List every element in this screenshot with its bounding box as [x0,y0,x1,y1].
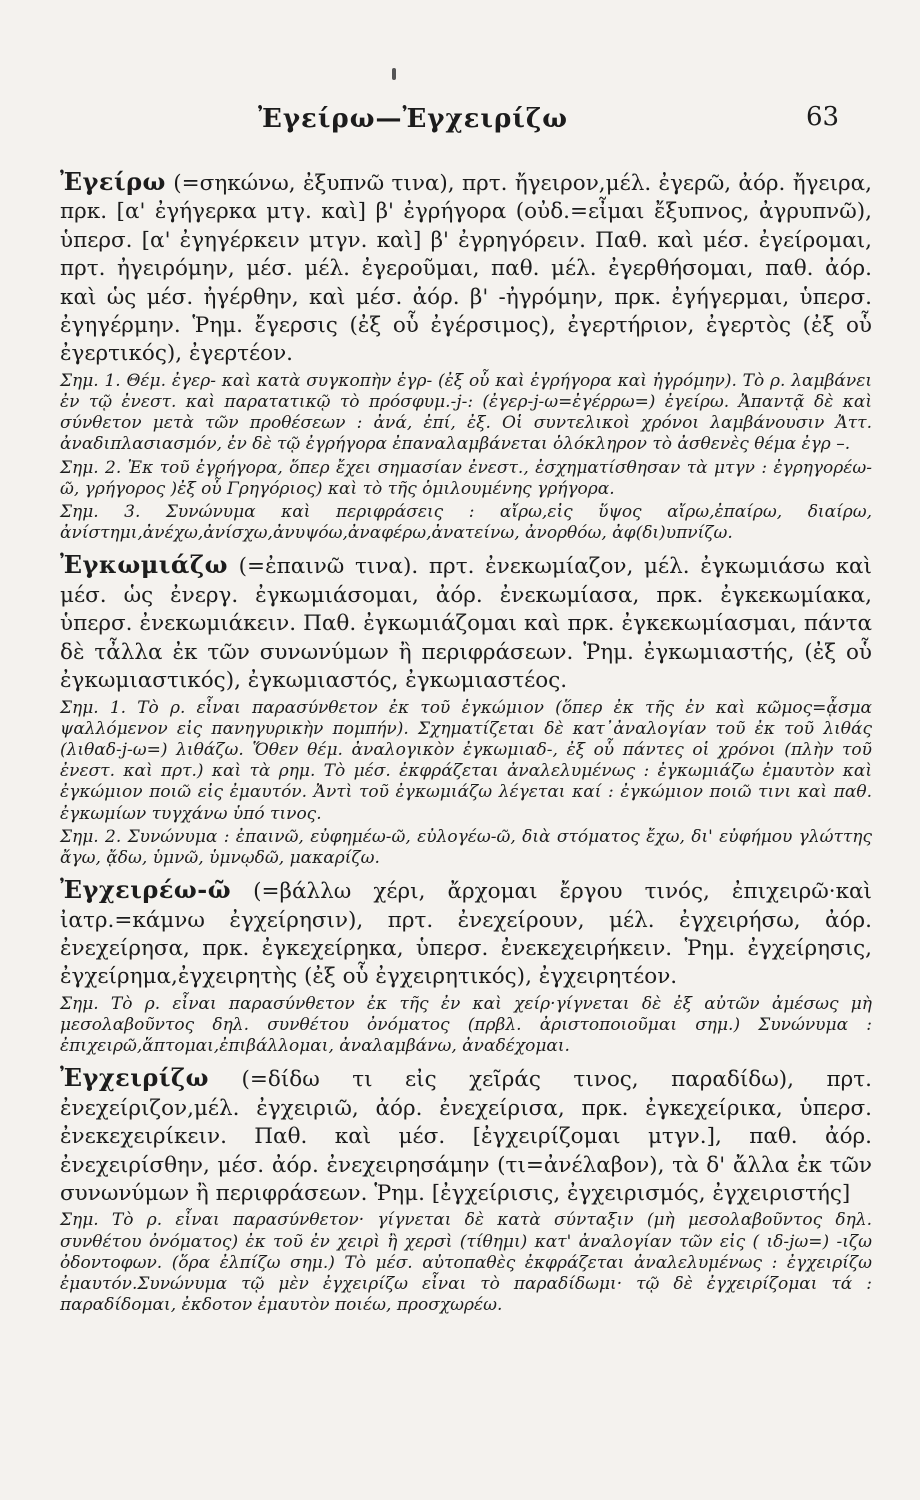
entry-note: Σημ. 2. Συνώνυμα : ἐπαινῶ, εὐφημέω-ῶ, εὐλογέω-ῶ, διὰ στόματος ἔχω, δι' εὐφήμου γλώττης ἄγω, ᾄδω, ὑμνῶ, ὑμνῳδῶ, μακαρίζω. [60,826,872,868]
running-header [0,100,920,140]
ink-speck [392,68,396,80]
entry-definition: (=ἐπαινῶ τινα). πρτ. ἐνεκωμίαζον, μέλ. ἐγκωμιάσω καὶ μέσ. ὡς ἐνεργ. ἐγκωμιάσομαι, ἀόρ. ἐνεκωμίασα, πρκ. ἐγκεκωμίακα, ὑπερσ. ἐνεκωμιάκειν. Παθ. ἐγκωμιάζομαι καὶ πρκ. ἐγκεκωμίασμαι, πάντα δὲ τἆλλα ἐκ τῶν συνωνύμων ἢ περιφράσεων. Ῥημ. ἐγκωμιαστής, (ἐξ οὗ ἐγκωμιαστικός), ἐγκωμιαστός, ἐγκωμιαστέος. [60,554,872,694]
entry-main [60,876,872,992]
entry-note: Σημ. 2. Ἐκ τοῦ ἐγρήγορα, ὅπερ ἔχει σημασίαν ἐνεστ., ἐσχηματίσθησαν τὰ μτγν : ἐγρηγορέω-ῶ, γρήγορος )ἐξ οὗ Γρηγόριος) καὶ τὸ τῆς ὁμιλουμένης γρήγορα. [60,457,872,499]
entry-definition: (=σηκώνω, ἐξυπνῶ τινα), πρτ. ἤγειρον,μέλ. ἐγερῶ, ἀόρ. ἤγειρα, πρκ. [α' ἐγήγερκα μτγ. καὶ] β' ἐγρήγορα (οὐδ.=εἶμαι ἔξυπνος, ἀγρυπνῶ), ὑπερσ. [α' ἐγηγέρκειν μτγν. καὶ] β' ἐγρηγόρειν. Παθ. καὶ μέσ. ἐγείρομαι, πρτ. ἠγειρόμην, μέσ. μέλ. ἐγεροῦμαι, παθ. μέλ. ἐγερθήσομαι, παθ. ἀόρ. καὶ ὡς μέσ. ἠγέρθην, καὶ μέσ. ἀόρ. β' -ἠγρόμην, πρκ. ἐγήγερμαι, ὑπερσ. ἐγηγέρμην. Ῥημ. ἔγερσις (ἐξ οὗ ἐγέρσιμος), ἐγερτήριον, ἐγερτὸς (ἐξ οὗ ἐγερτικός), ἐγερτέον. [60,171,872,367]
page-number: 63 [806,102,840,132]
entry-encheireo [60,876,872,1057]
entry-lemma: Ἐγείρω [60,167,166,196]
entry-main [60,551,872,695]
entry-egeiro [60,168,872,544]
entry-note: Σημ. 1. Θέμ. ἐγερ- καὶ κατὰ συγκοπὴν ἐγρ- (ἐξ οὗ καὶ ἐγρήγορα καὶ ἠγρόμην). Τὸ ρ. λαμβάνει ἐν τῷ ἐνεστ. καὶ παρατατικῷ τὸ πρόσφυμ.-j-: (ἐγερ-j-ω=ἐγέρρω=) ἐγείρω. Ἀπαντᾷ δὲ καὶ σύνθετον μετὰ τῶν προθέσεων : ἀνά, ἐπί, ἐξ. Οἱ συντελικοὶ χρόνοι λαμβάνουσιν Ἀττ. ἀναδιπλασιασμόν, ἐν δὲ τῷ ἐγρήγορα ἐπαναλαμβάνεται ὁλόκληρον τὸ ἀσθενὲς θέμα ἐγρ –. [60,370,872,455]
header-title: Ἐγείρω—Ἐγχειρίζω [258,104,568,134]
entry-lemma: Ἐγχειρίζω [60,1063,209,1093]
entry-lemma: Ἐγχειρέω-ῶ [60,875,232,905]
page-body [60,168,872,1323]
entry-lemma: Ἐγκωμιάζω [60,550,228,580]
entry-note: Σημ. 3. Συνώνυμα καὶ περιφράσεις : αἴρω,εἰς ὕψος αἴρω,ἐπαίρω, διαίρω, ἀνίστημι,ἀνέχω,ἀνίσχω,ἀνυψόω,ἀναφέρω,ἀνατείνω, ἀνορθόω, ἀφ(δι)υπνίζω. [60,502,872,544]
entry-definition: (=βάλλω χέρι, ἄρχομαι ἔργου τινός, ἐπιχειρῶ·καὶ ἰατρ.=κάμνω ἐγχείρησιν), πρτ. ἐνεχείρουν, μέλ. ἐγχειρήσω, ἀόρ. ἐνεχείρησα, πρκ. ἐγκεχείρηκα, ὑπερσ. ἐνεκεχειρήκειν. Ῥημ. ἐγχείρησις, ἐγχείρημα,ἐγχειρητὴς (ἐξ οὗ ἐγχειρητικός), ἐγχειρητέον. [60,879,872,990]
entry-note: Σημ. 1. Τὸ ρ. εἶναι παρασύνθετον ἐκ τοῦ ἐγκώμιον (ὅπερ ἐκ τῆς ἐν καὶ κῶμος=ᾆσμα ψαλλόμενον εἰς πανηγυρικὴν πομπήν). Σχηματίζεται δὲ κατ᾽ἀναλογίαν τοῦ ἐκ τοῦ λιθάς (λιθαδ-j-ω=) λιθάζω. Ὅθεν θέμ. ἀναλογικὸν ἐγκωμιαδ-, ἐξ οὗ πάντες οἱ χρόνοι (πλὴν τοῦ ἐνεστ. καὶ πρτ.) καὶ τὰ ρημ. Τὸ μέσ. ἐκφράζεται ἀναλελυμένως : ἐγκωμιάζω ἐμαυτὸν καὶ ἐγκώμιον ποιῶ εἰς ἐμαυτόν. Ἀντὶ τοῦ ἐγκωμιάζω λέγεται καί : ἐγκώμιον ποιῶ τινι καὶ παθ. ἐγκωμίων τυγχάνω ὑπό τινος. [60,697,872,824]
entry-note: Σημ. Τὸ ρ. εἶναι παρασύνθετον ἐκ τῆς ἐν καὶ χείρ·γίγνεται δὲ ἐξ αὐτῶν ἀμέσως μὴ μεσολαβοῦντος δηλ. συνθέτου ὀνόματος (πρβλ. ἀριστοποιοῦμαι σημ.) Συνώνυμα : ἐπιχειρῶ,ἅπτομαι,ἐπιβάλλομαι, ἀναλαμβάνω, ἀναδέχομαι. [60,993,872,1057]
entry-main [60,168,872,369]
entry-main [60,1064,872,1208]
entry-note: Σημ. Τὸ ρ. εἶναι παρασύνθετον· γίγνεται δὲ κατὰ σύνταξιν (μὴ μεσολαβοῦντος δηλ. συνθέτου ὀνόματος) ἐκ τοῦ ἐν χειρὶ ἢ χερσὶ (τίθημι) κατ' ἀναλογίαν τῶν εἰς ( ιδ-jω=) -ιζω ὀδοντοφων. (ὅρα ἐλπίζω σημ.) Τὸ μέσ. αὐτοπαθὲς ἐκφράζεται ἀναλελυμένως : ἐγχειρίζω ἐμαυτόν.Συνώνυμα τῷ μὲν ἐγχειρίζω εἶναι τὸ παραδίδωμι· τῷ δὲ ἐγχειρίζομαι τά : παραδίδομαι, ἐκδοτον ἐμαυτὸν ποιέω, προσχωρέω. [60,1210,872,1316]
entry-enkomiazo [60,551,872,869]
entry-encheirizo [60,1064,872,1316]
entry-definition: (=δίδω τι εἰς χεῖράς τινος, παραδίδω), πρτ. ἐνεχείριζον,μέλ. ἐγχειριῶ, ἀόρ. ἐνεχείρισα, πρκ. ἐγκεχείρικα, ὑπερσ. ἐνεκεχειρίκειν. Παθ. καὶ μέσ. [ἐγχειρίζομαι μτγν.], παθ. ἀόρ. ἐνεχειρίσθην, μέσ. ἀόρ. ἐνεχειρησάμην (τι=ἀνέλαβον), τὰ δ' ἄλλα ἐκ τῶν συνωνύμων ἢ περιφράσεων. Ῥημ. [ἐγχείρισις, ἐγχειρισμός, ἐγχειριστής] [60,1067,872,1206]
